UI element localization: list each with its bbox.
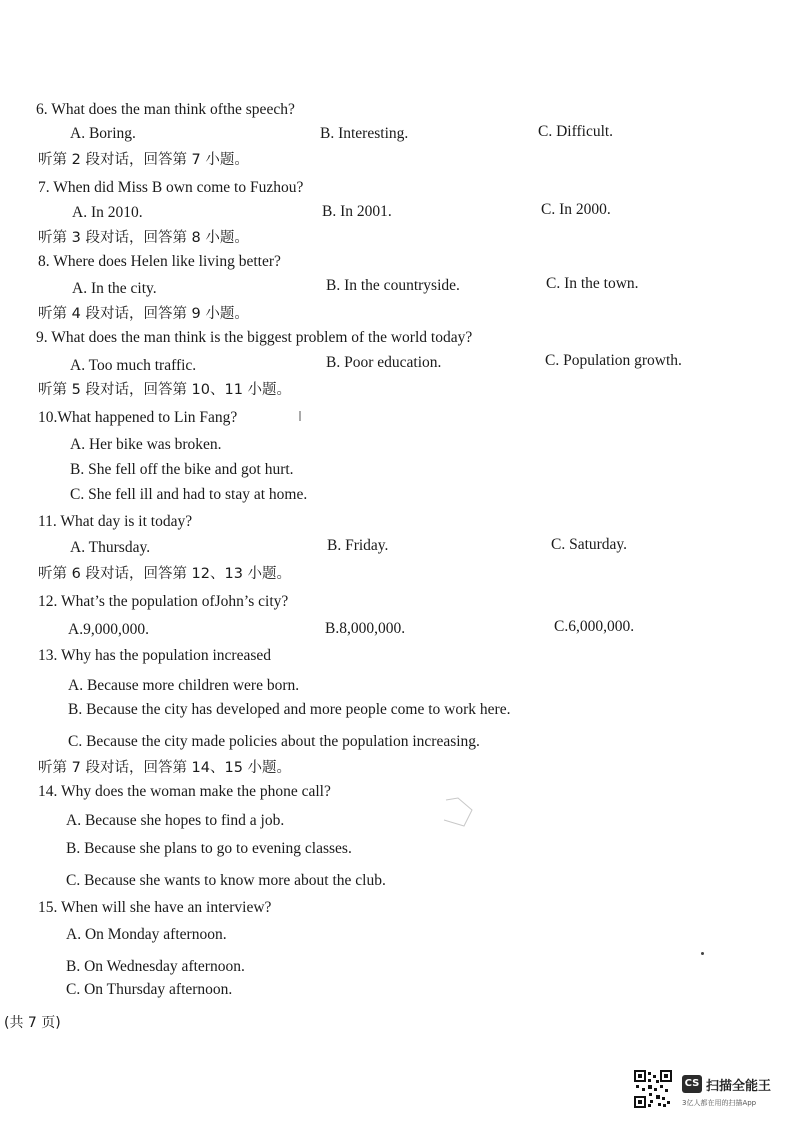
page-count: (共 7 页): [4, 1015, 61, 1031]
question-6-option-b: B. Interesting.: [320, 125, 409, 142]
question-13-option-a: A. Because more children were born.: [68, 677, 300, 694]
question-7-option-b: B. In 2001.: [322, 203, 392, 220]
question-7-option-a: A. In 2010.: [72, 204, 143, 221]
question-13-stem: 13. Why has the population increased: [38, 647, 272, 664]
scanner-watermark: [634, 1070, 784, 1114]
question-11-option-b: B. Friday.: [327, 537, 389, 554]
section-heading-5: 听第 5 段对话，回答第 10、11 小题。: [38, 382, 292, 398]
question-13-option-b: B. Because the city has developed and more people come to work here.: [68, 701, 511, 718]
question-9-stem: 9. What does the man think is the biggest problem of the world today?: [36, 329, 473, 346]
question-11-stem: 11. What day is it today?: [38, 513, 193, 530]
question-8-option-c: C. In the town.: [546, 275, 639, 292]
question-9-option-b: B. Poor education.: [326, 354, 442, 371]
question-12-option-c: C.6,000,000.: [554, 618, 635, 635]
question-6-stem: 6. What does the man think ofthe speech?: [36, 101, 295, 118]
question-12-option-a: A.9,000,000.: [68, 621, 149, 638]
question-11-option-c: C. Saturday.: [551, 536, 628, 553]
question-10-option-b: B. She fell off the bike and got hurt.: [70, 461, 294, 478]
question-8-option-b: B. In the countryside.: [326, 277, 460, 294]
question-15-stem: 15. When will she have an interview?: [38, 899, 272, 916]
question-6-option-c: C. Difficult.: [538, 123, 614, 140]
question-7-option-c: C. In 2000.: [541, 201, 611, 218]
question-7-stem: 7. When did Miss B own come to Fuzhou?: [38, 179, 304, 196]
question-14-option-a: A. Because she hopes to find a job.: [66, 812, 285, 829]
question-10-option-a: A. Her bike was broken.: [70, 436, 222, 453]
scan-speck: [438, 796, 478, 830]
section-heading-4: 听第 4 段对话，回答第 9 小题。: [38, 306, 249, 322]
question-13-option-c: C. Because the city made policies about the population increasing.: [68, 733, 480, 750]
scan-speck: [701, 952, 704, 955]
question-12-option-b: B.8,000,000.: [325, 620, 406, 637]
question-6-option-a: A. Boring.: [70, 125, 136, 142]
question-12-stem: 12. What’s the population ofJohn’s city?: [38, 593, 289, 610]
camscanner-tagline: 3亿人都在用的扫描App: [682, 1099, 757, 1107]
question-11-option-a: A. Thursday.: [70, 539, 151, 556]
question-10-option-c: C. She fell ill and had to stay at home.: [70, 486, 308, 503]
question-14-option-c: C. Because she wants to know more about the club.: [66, 872, 386, 889]
camscanner-name: 扫描全能王: [706, 1079, 772, 1094]
question-14-stem: 14. Why does the woman make the phone call?: [38, 783, 331, 800]
question-10-stem: 10.What happened to Lin Fang?: [38, 409, 238, 426]
question-9-option-a: A. Too much traffic.: [70, 357, 197, 374]
question-15-option-a: A. On Monday afternoon.: [66, 926, 227, 943]
camscanner-logo: CS: [682, 1075, 702, 1093]
question-15-option-c: C. On Thursday afternoon.: [66, 981, 233, 998]
section-heading-7: 听第 7 段对话，回答第 14、15 小题。: [38, 760, 292, 776]
section-heading-3: 听第 3 段对话，回答第 8 小题。: [38, 230, 249, 246]
question-15-option-b: B. On Wednesday afternoon.: [66, 958, 245, 975]
section-heading-2: 听第 2 段对话，回答第 7 小题。: [38, 152, 249, 168]
question-8-option-a: A. In the city.: [72, 280, 157, 297]
question-9-option-c: C. Population growth.: [545, 352, 682, 369]
question-8-stem: 8. Where does Helen like living better?: [38, 253, 281, 270]
scan-speck: [298, 410, 302, 422]
question-14-option-b: B. Because she plans to go to evening classes.: [66, 840, 352, 857]
section-heading-6: 听第 6 段对话，回答第 12、13 小题。: [38, 566, 292, 582]
qr-code-icon: [634, 1070, 672, 1108]
